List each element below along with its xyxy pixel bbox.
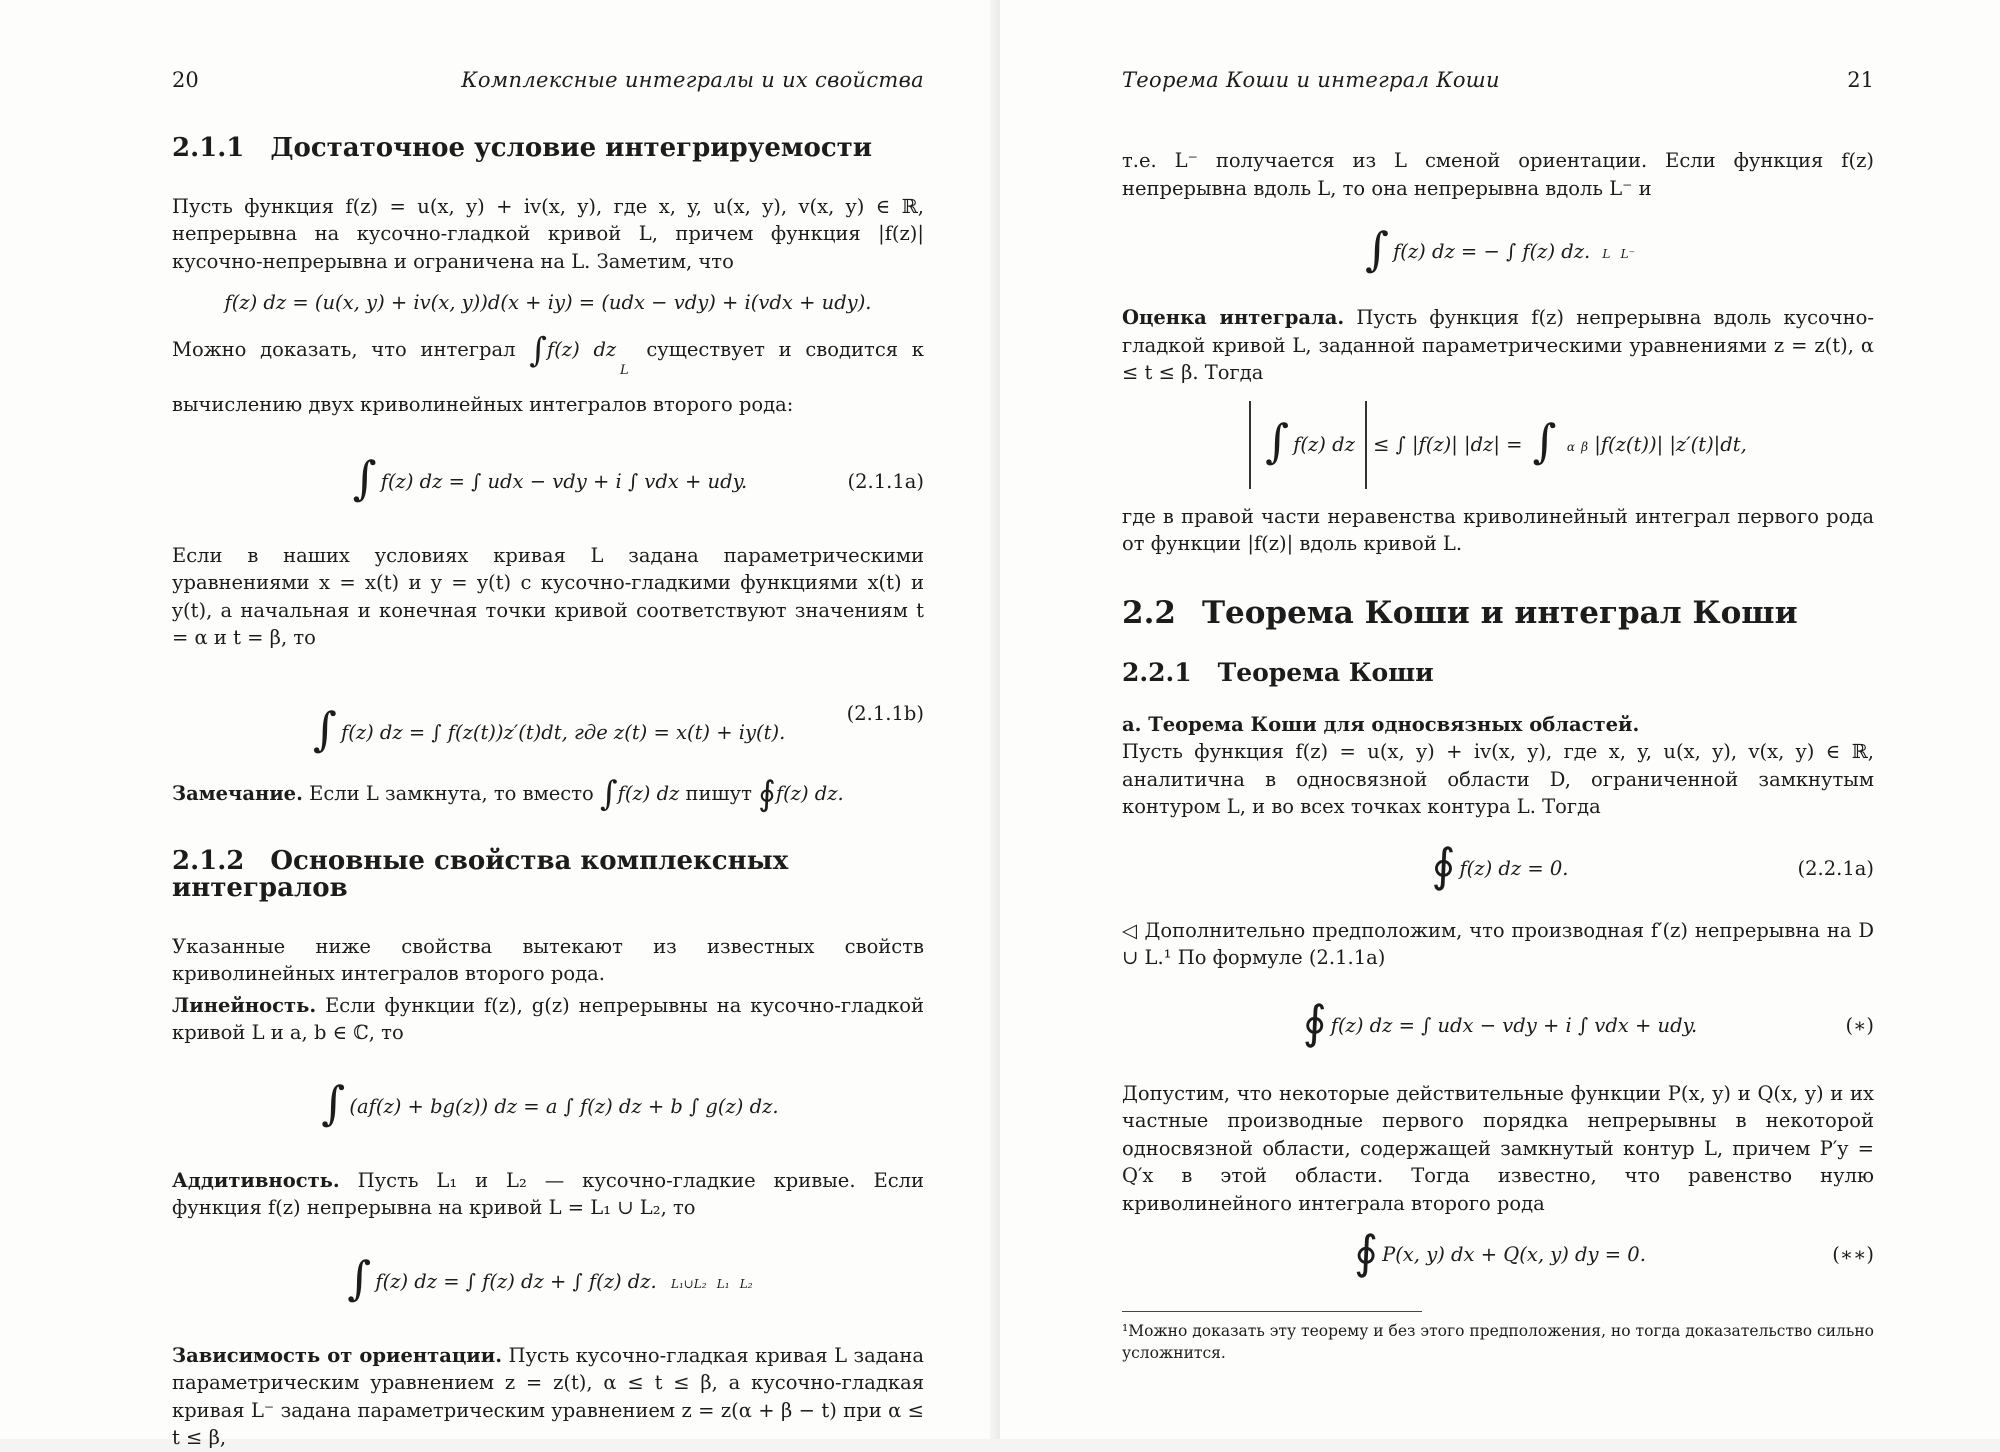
estimate-paragraph: Оценка интеграла. Пусть функция f(z) непрерывна вдоль кусочно-гладкой кривой L, заданной параметрическими уравнениями z = z(t), α ≤ t ≤ β. Тогда [1122,306,1874,384]
additivity-paragraph: Аддитивность. Пусть L₁ и L₂ — кусочно-гладкие кривые. Если функция f(z) непрерывна на кривой L = L₁ ∪ L₂, то [172,1168,925,1220]
formula-2-1-1a: ∫ f(z) dz = ∫ udx − vdy + i ∫ vdx + udy. (2.1.1a) [172,438,924,526]
formula-double-star: ∮ P(x, y) dx + Q(x, y) dy = 0. (∗∗) [1122,1223,1874,1287]
remark: Замечание. Если L замкнута, то вместо ∫f(z) dz пишут ∮f(z) dz. [172,773,844,814]
theorem-paragraph: Пусть функция f(z) = u(x, y) + iv(x, y), где x, y, u(x, y), v(x, y) ∈ ℝ, аналитична в односвязной области D, ограниченной замкнутым контуром L, и во всех точках контура L. Тогда [1122,740,1874,818]
page-number: 20 [172,68,199,92]
section-heading-2-2: 2.2 Теорема Коши и интеграл Коши [1122,594,1798,631]
left-running-header [172,68,924,98]
proof-paragraph: ◁ Дополнительно предположим, что производная f′(z) непрерывна на D ∪ L.¹ По формуле (2.1.1a) [1122,918,1874,969]
orientation-paragraph: Зависимость от ориентации. Пусть кусочно-гладкая кривая L задана параметрическим уравнением z = z(t), α ≤ t ≤ β, а кусочно-гладкая кривая L⁻ задана параметрическим уравнением z = z(α + β − t) при α ≤ t ≤ β, [172,1343,924,1450]
paragraph: т.е. L⁻ получается из L сменой ориентации. Если функция f(z) непрерывна вдоль L, то она непрерывна вдоль L⁻ и [1122,149,1874,200]
paragraph: Можно доказать, что интеграл ∫f(z) dz $_L$ существует и сводится к вычислению двух криволинейных интегралов второго рода: [172,330,924,416]
formula-linearity: ∫ (af(z) + bg(z)) dz = a ∫ f(z) dz + b ∫ g(z) dz. [321,1076,779,1131]
paragraph: Пусть функция f(z) = u(x, y) + iv(x, y), где x, y, u(x, y), v(x, y) ∈ ℝ, непрерывна на кусочно-гладкой кривой L, причем функция |f(z)| кусочно-непрерывна и ограничена на L. Заметим, что [172,194,924,273]
footnote: ¹Можно доказать эту теорему и без этого предположения, но тогда доказательство сильно усложнится. [1122,1322,1874,1362]
formula-2-1-1b: ∫ f(z) dz = ∫ f(z(t))z′(t)dt, где z(t) = x(t) + iy(t). (2.1.1b) [172,670,924,758]
section-heading-2-1-2: 2.1.2 Основные свойства комплексных интегралов [172,845,789,904]
footnote-rule [1122,1311,1422,1312]
formula-differential: f(z) dz = (u(x, y) + iv(x, y))d(x + iy) = (udx − vdy) + i(vdx + udy). [224,291,872,314]
right-page-body [1122,147,1874,1364]
formula-star: ∮ f(z) dz = ∫ udx − vdy + i ∫ vdx + udy. (∗) [1122,982,1874,1070]
paragraph: Указанные ниже свойства вытекают из известных свойств криволинейных интегралов второго рода. [172,934,924,986]
formula-2-2-1a: ∮ f(z) dz = 0. (2.2.1a) [1122,837,1874,901]
paragraph: Если в наших условиях кривая L задана параметрическими уравнениями x = x(t) и y = y(t) с кусочно-гладкими функциями x(t) и y(t), а начальная и конечная точки кривой соответствуют значениям t = α и t = β, то [172,543,924,649]
equation-tag: (2.2.1a) [1797,856,1874,880]
formula-orientation: ∫ f(z) dz = − ∫ f(z) dz. L L⁻ [1365,221,1635,276]
integral-sign: ∫ [529,330,547,370]
equation-tag: (2.1.1b) [846,701,924,725]
equation-tag: (∗) [1845,1013,1874,1037]
section-heading-2-1-1: 2.1.1 Достаточное условие интегрируемости [172,133,873,163]
equation-tag: (∗∗) [1832,1243,1874,1266]
paragraph: где в правой части неравенства криволинейный интеграл первого рода от функции |f(z)| вдоль кривой L. [1122,504,1874,555]
equation-tag: (2.1.1a) [847,469,924,493]
page-number: 21 [1847,68,1874,92]
linearity-paragraph: Линейность. Если функции f(z), g(z) непрерывны на кусочно-гладкой кривой L и a, b ∈ ℂ, то [172,993,924,1045]
theorem-title: а. Теорема Коши для односвязных областей. [1122,712,1640,736]
left-page [0,0,995,1450]
formula-estimate: ∫ f(z) dz ≤ ∫ |f(z)| |dz| = ∫ α β |f(z(t))| |z′(t)|dt, [1122,401,1874,489]
paragraph: Допустим, что некоторые действительные функции P(x, y) и Q(x, y) и их частные производные первого порядка непрерывны в некоторой односвязной области, содержащей замкнутый контур L, причем P′y = Q′x в этой области. Тогда известно, что равенство нулю криволинейного интеграла второго рода [1122,1081,1874,1215]
formula-additivity: ∫ f(z) dz = ∫ f(z) dz + ∫ f(z) dz. L₁∪L₂ L₁ L₂ [347,1251,753,1306]
left-page-body [172,135,924,1452]
running-head-title: Комплексные интегралы и их свойства [461,68,924,92]
right-running-header [1122,68,1874,98]
right-page [1000,0,2000,1439]
section-heading-2-2-1: 2.2.1 Теорема Коши [1122,658,1434,687]
running-head-title: Теорема Коши и интеграл Коши [1122,68,1500,92]
